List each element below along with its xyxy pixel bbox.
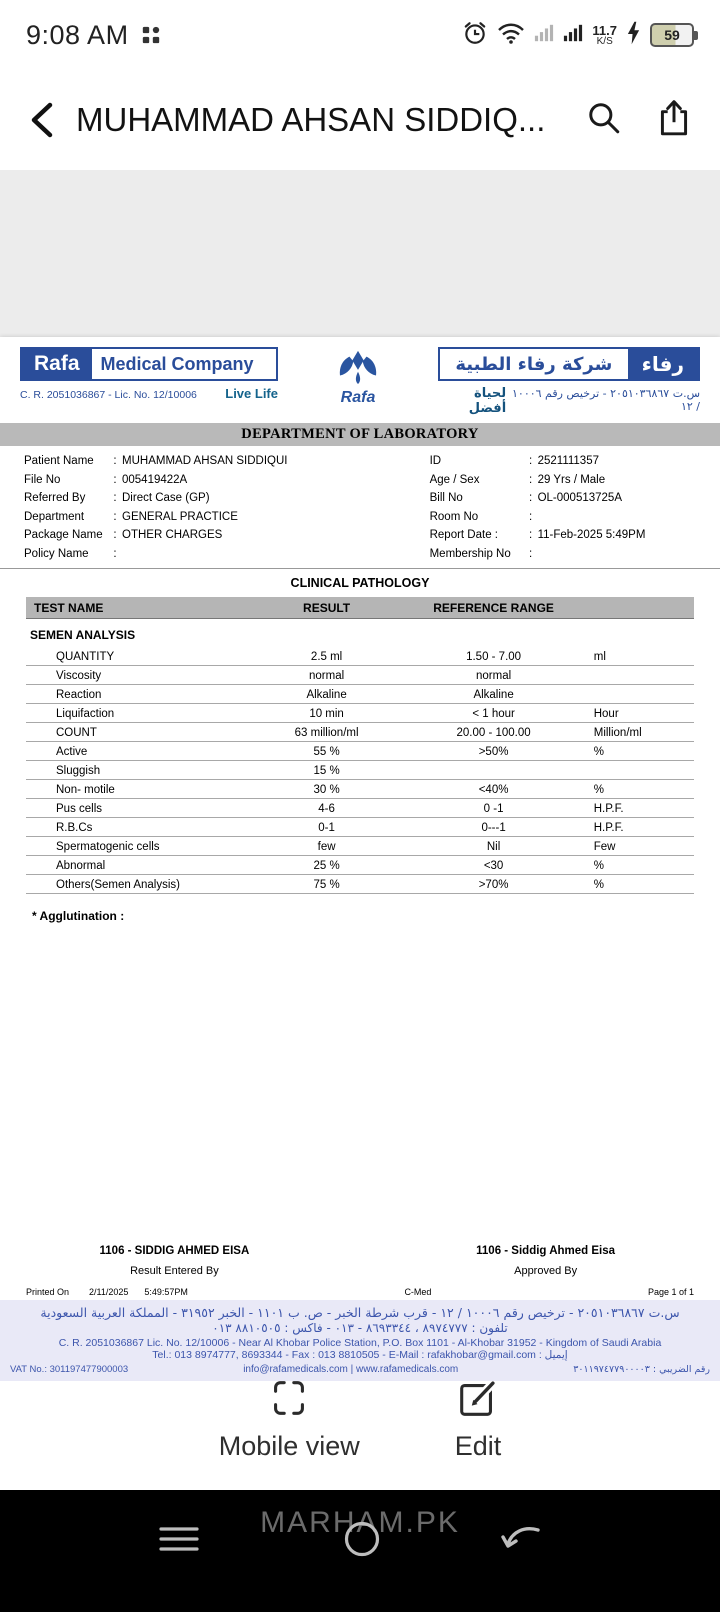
table-row [26, 761, 694, 780]
battery-percent: 59 [664, 27, 680, 43]
active-app-icon [141, 25, 161, 45]
test-unit: Hour [593, 708, 619, 720]
info-row: Age / Sex : 29 Yrs / Male [430, 474, 696, 486]
info-label: Package Name [24, 529, 103, 541]
page-title: MUHAMMAD AHSAN SIDDIQ... [76, 101, 546, 138]
report-footer [0, 1300, 720, 1381]
table-row [26, 856, 694, 875]
info-label: Policy Name [24, 547, 89, 560]
info-value: 29 Yrs / Male [537, 473, 606, 486]
info-value: OTHER CHARGES [122, 529, 223, 541]
info-label: ID [429, 455, 442, 467]
test-name: Spermatogenic cells [56, 841, 160, 853]
rafa-emblem-icon [336, 372, 380, 389]
info-value: 2521111357 [537, 455, 599, 467]
table-row [26, 799, 694, 818]
footer-address-en: C. R. 2051036867 Lic. No. 12/10006 - Near Al Khobar Police Station, P.O. Box 1101 - Al-Khobar 31952 - Kingdom of Saudi Arabia [58, 1337, 662, 1349]
table-row [26, 742, 694, 761]
wifi-icon [497, 22, 525, 49]
tagline-en: Live Life [225, 386, 278, 401]
info-row: Report Date : : 11-Feb-2025 5:49PM [430, 529, 696, 541]
home-circle-icon [342, 1519, 382, 1559]
info-label: Room No [429, 510, 479, 523]
test-result: normal [309, 670, 345, 682]
edit-button[interactable] [455, 1375, 502, 1462]
mobile-view-button[interactable] [219, 1375, 360, 1462]
info-label: Report Date : [429, 529, 498, 541]
footer-websites: info@rafamedicals.com | www.rafamedicals.com [243, 1364, 459, 1375]
test-result: 63 million/ml [294, 727, 359, 739]
share-button[interactable] [656, 98, 692, 143]
watermark: MARHAM.PK [260, 1506, 460, 1539]
test-result: few [317, 841, 336, 853]
table-row [26, 837, 694, 856]
test-name: Pus cells [56, 803, 103, 815]
test-unit: H.P.F. [593, 803, 624, 815]
share-icon [656, 98, 692, 138]
info-value [538, 548, 696, 560]
nav-back-button[interactable] [500, 1522, 544, 1563]
info-label: Patient Name [24, 455, 94, 467]
test-result: 2.5 ml [310, 651, 343, 663]
info-row: Room No : [430, 511, 696, 523]
footer-contact-en: Tel.: 013 8974777, 8693344 - Fax : 013 8810505 - E-Mail : rafakhobar@gmail.com : إيميل [152, 1349, 568, 1361]
test-unit: H.P.F. [593, 822, 624, 834]
cr-license-ar: س.ت ٢٠٥١٠٣٦٨٦٧ - ترخيص رقم ١٠٠٠٦ / ١٢ [512, 387, 700, 413]
test-group-title: SEMEN ANALYSIS [30, 628, 136, 642]
info-row: File No : 005419422A [24, 474, 394, 486]
info-label: Bill No [429, 492, 463, 504]
test-result: 55 % [313, 746, 340, 758]
info-value: Direct Case (GP) [122, 492, 210, 504]
test-range: <30 [483, 860, 504, 872]
search-button[interactable] [586, 100, 622, 141]
back-chevron-icon [28, 100, 54, 140]
info-value: GENERAL PRACTICE [122, 510, 238, 523]
agglutination-note: * Agglutination : [32, 909, 125, 923]
info-row: Membership No : [430, 548, 696, 560]
section-title: CLINICAL PATHOLOGY [0, 568, 720, 597]
test-range: Nil [486, 841, 501, 853]
info-row: Package Name : OTHER CHARGES [24, 529, 394, 541]
test-name: Liquifaction [56, 708, 115, 720]
info-label: Membership No [429, 547, 511, 560]
info-row: Bill No : OL-000513725A [430, 492, 696, 504]
charging-bolt-icon [626, 20, 641, 51]
info-value [122, 548, 394, 560]
cr-license-en: C. R. 2051036867 - Lic. No. 12/10006 [20, 389, 197, 401]
test-name: Non- motile [56, 784, 115, 796]
test-name: Viscosity [56, 670, 102, 682]
logo-word: Rafa [340, 389, 376, 406]
status-bar [0, 0, 720, 70]
test-unit: % [593, 746, 604, 758]
clock-time: 9:08 AM [26, 19, 129, 50]
info-row: ID : 2521111357 [430, 455, 696, 467]
test-range: normal [476, 670, 512, 682]
signatures [0, 1245, 720, 1277]
alarm-icon [462, 20, 488, 51]
letterhead [0, 337, 720, 418]
test-range: < 1 hour [472, 708, 515, 720]
navigation-bar [0, 1490, 720, 1612]
test-name: Others(Semen Analysis) [56, 879, 180, 891]
test-result: 25 % [313, 860, 340, 872]
test-name: R.B.Cs [56, 822, 93, 834]
table-row [26, 818, 694, 837]
network-speed-unit: K/S [596, 35, 613, 47]
info-value: 005419422A [122, 473, 188, 486]
test-result: 0-1 [318, 822, 335, 834]
col-test-name: TEST NAME [34, 601, 104, 615]
network-speed-value: 11.7 [592, 22, 617, 38]
test-range: >50% [478, 746, 509, 758]
mobile-view-icon [266, 1375, 312, 1421]
company-name-ar: شركة رفاء الطبية [455, 353, 613, 375]
test-range: 1.50 - 7.00 [466, 651, 522, 663]
table-row [26, 685, 694, 704]
home-button[interactable] [342, 1519, 382, 1564]
app-header [0, 70, 720, 170]
printed-time: 5:49:57PM [144, 1287, 188, 1297]
table-row [26, 780, 694, 799]
signal-sim2-icon [563, 22, 583, 49]
col-reference-range: REFERENCE RANGE [433, 601, 554, 615]
brand-ar: رفاء [628, 349, 698, 379]
test-range: <40% [478, 784, 509, 796]
test-name: QUANTITY [56, 651, 115, 663]
battery-icon [650, 23, 694, 47]
back-button[interactable] [28, 100, 54, 140]
entered-by-name: 1106 - SIDDIG AHMED EISA [99, 1245, 250, 1257]
nav-back-arrow-icon [500, 1522, 544, 1558]
info-label: Age / Sex [429, 473, 480, 486]
signal-sim1-icon [534, 22, 554, 49]
table-row [26, 875, 694, 894]
company-name-en: Medical Company [100, 353, 254, 374]
approved-by-name: 1106 - Siddig Ahmed Eisa [476, 1245, 616, 1257]
test-result: 4-6 [318, 803, 335, 815]
table-row [26, 666, 694, 685]
test-result: 75 % [313, 879, 340, 891]
table-row [26, 723, 694, 742]
mobile-view-label: Mobile view [218, 1430, 360, 1461]
department-banner: DEPARTMENT OF LABORATORY [0, 423, 720, 446]
test-result: Alkaline [306, 689, 347, 701]
tagline-ar: لحياة أفضل [468, 386, 507, 416]
info-row: Referred By : Direct Case (GP) [24, 492, 394, 504]
test-range: Alkaline [473, 689, 514, 701]
test-unit: % [593, 879, 604, 891]
lab-report-page [0, 337, 720, 1375]
info-label: Referred By [24, 492, 86, 504]
network-speed [592, 24, 617, 47]
edit-icon [455, 1375, 501, 1421]
brand-en: Rafa [22, 349, 92, 379]
test-name: COUNT [56, 727, 97, 739]
info-value: MUHAMMAD AHSAN SIDDIQUI [122, 455, 288, 467]
info-row: Patient Name : MUHAMMAD AHSAN SIDDIQUI [24, 455, 394, 467]
info-value: OL-000513725A [537, 492, 622, 504]
test-result: 15 % [313, 765, 340, 777]
info-label: File No [24, 473, 61, 486]
company-logo-ar [438, 347, 700, 381]
footer-phone-ar: تلفون : ٨٩٧٤٧٧٧ ، ٨٦٩٣٣٤٤ - ٠١٣ - فاكس : ٨٨١٠٥٠٥ ٠١٣ [212, 1321, 508, 1335]
system-name: C-Med [404, 1287, 432, 1297]
table-row [26, 647, 694, 666]
company-logo-en [20, 347, 278, 381]
test-unit: Million/ml [593, 727, 642, 739]
footer-address-ar: س.ت ٢٠٥١٠٣٦٨٦٧ - ترخيص رقم ١٠٠٠٦ / ١٢ - قرب شرطة الخبر - ص. ب ١١٠١ - الخبر ٣١٩٥٢ - المملكة العربية السعودية [40, 1305, 680, 1320]
test-result: 10 min [309, 708, 344, 720]
test-name: Active [56, 746, 88, 758]
table-row [26, 704, 694, 723]
page-number: Page 1 of 1 [647, 1287, 694, 1297]
printed-date: 2/11/2025 [89, 1287, 129, 1297]
menu-lines-icon [158, 1524, 200, 1554]
entered-by-role: Result Entered By [130, 1265, 219, 1277]
patient-info [0, 446, 720, 568]
test-name: Abnormal [56, 860, 106, 872]
test-range: 20.00 - 100.00 [456, 727, 531, 739]
document-viewer[interactable] [0, 170, 720, 1375]
test-range: >70% [478, 879, 509, 891]
test-name: Reaction [56, 689, 102, 701]
recents-button[interactable] [158, 1524, 200, 1559]
info-label: Department [24, 510, 85, 523]
print-meta [26, 1287, 694, 1297]
test-result: 30 % [313, 784, 340, 796]
status-icons [462, 20, 694, 51]
test-unit: Few [593, 841, 616, 853]
test-unit: % [593, 784, 604, 796]
search-icon [586, 100, 622, 136]
info-row: Policy Name : [24, 548, 394, 560]
vat-number-ar: رقم الضريبي : ٣٠١١٩٧٤٧٧٩٠٠٠٠٣ [573, 1364, 710, 1375]
approved-by-role: Approved By [514, 1265, 578, 1277]
edit-label: Edit [454, 1430, 502, 1461]
col-result: RESULT [303, 601, 351, 615]
info-row: Department : GENERAL PRACTICE [24, 511, 394, 523]
vat-number-en: VAT No.: 301197477900003 [10, 1364, 129, 1375]
test-unit: ml [593, 651, 606, 663]
test-name: Sluggish [56, 765, 101, 777]
results-table [26, 597, 694, 894]
table-header [26, 597, 694, 619]
test-unit: % [593, 860, 604, 872]
printed-on-label: Printed On [26, 1287, 70, 1297]
info-value [538, 511, 696, 523]
test-range: 0 -1 [483, 803, 504, 815]
test-range: 0---1 [481, 822, 506, 834]
info-value: 11-Feb-2025 5:49PM [537, 529, 646, 541]
